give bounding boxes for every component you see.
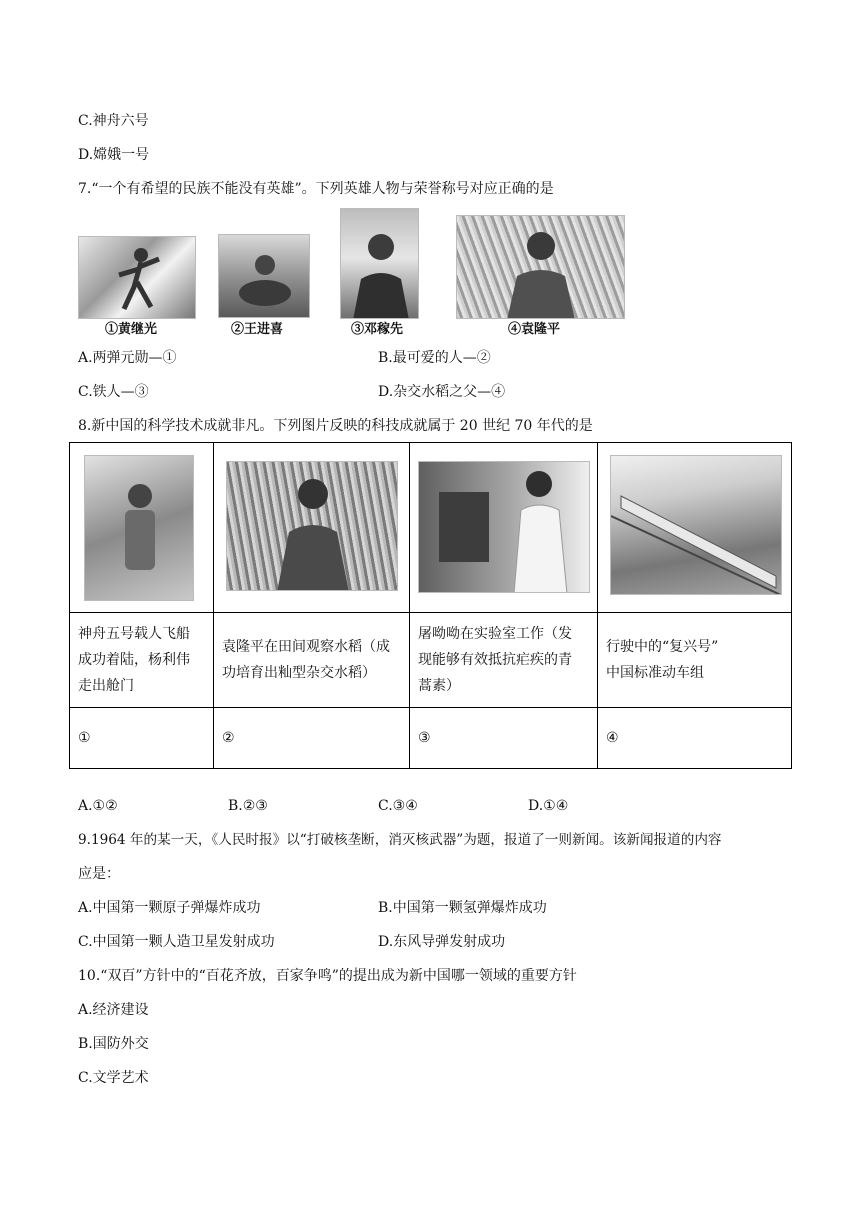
- description-3: 屠呦呦在实验室工作（发 现能够有效抵抗疟疾的青 蒿素）: [410, 613, 598, 708]
- farmer-figure-icon: [227, 462, 398, 591]
- q7-option-b: B.最可爱的人—②: [378, 350, 491, 366]
- q10-option-a: A.经济建设: [78, 1002, 149, 1018]
- q7-option-c: C.铁人—③: [78, 384, 149, 400]
- photo-shenzhou5: [84, 455, 194, 601]
- worker-figure-icon: [219, 235, 310, 318]
- photo-yuan-longping-q7: [456, 215, 625, 319]
- photo-huang-jiguang: [78, 236, 196, 319]
- number-2: ②: [214, 708, 410, 769]
- lab-scientist-icon: [419, 462, 590, 593]
- q6-option-c: C.神舟六号: [78, 113, 149, 129]
- q10-stem: 10.“双百”方针中的“百花齐放，百家争鸣”的提出成为新中国哪一领域的重要方针: [78, 968, 577, 984]
- scientist-figure-icon: [341, 209, 419, 319]
- caption-1: ①黄继光: [105, 322, 158, 337]
- q8-option-c: C.③④: [378, 798, 418, 814]
- description-4: 行驶中的“复兴号” 中国标准动车组: [598, 613, 792, 708]
- photo-fuxing-train: [610, 455, 782, 595]
- caption-3: ③邓稼先: [351, 322, 404, 337]
- number-4: ④: [598, 708, 792, 769]
- q7-option-a: A.两弹元勋—①: [78, 350, 177, 366]
- q8-option-d: D.①④: [528, 798, 569, 814]
- q9-stem-line2: 应是：: [78, 866, 120, 882]
- q8-table: [69, 442, 792, 769]
- q9-option-a: A.中国第一颗原子弹爆炸成功: [78, 900, 261, 916]
- description-1: 神舟五号载人飞船 成功着陆，杨利伟 走出舱门: [70, 613, 214, 708]
- q9-option-b: B.中国第一颗氢弹爆炸成功: [378, 900, 547, 916]
- q8-description-row: [70, 613, 792, 708]
- photo-deng-jiaxian: [340, 208, 419, 319]
- photo-wang-jinxi: [218, 234, 310, 318]
- description-2: 袁隆平在田间观察水稻（成 功培育出籼型杂交水稻）: [214, 613, 410, 708]
- photo-yuan-longping-field: [226, 461, 398, 591]
- caption-2: ②王进喜: [231, 322, 284, 337]
- q9-option-c: C.中国第一颗人造卫星发射成功: [78, 934, 275, 950]
- photo-tu-youyou: [418, 461, 590, 593]
- q7-stem: 7.“一个有希望的民族不能没有英雄”。下列英雄人物与荣誉称号对应正确的是: [78, 181, 554, 197]
- q7-option-d: D.杂交水稻之父—④: [378, 384, 506, 400]
- q6-option-d: D.嫦娥一号: [78, 147, 150, 163]
- hero-figure-icon: [79, 237, 196, 319]
- q8-option-a: A.①②: [78, 798, 118, 814]
- q8-option-b: B.②③: [228, 798, 268, 814]
- number-3: ③: [410, 708, 598, 769]
- q10-option-b: B.国防外交: [78, 1036, 149, 1052]
- q10-option-c: C.文学艺术: [78, 1070, 149, 1086]
- caption-4: ④袁隆平: [508, 322, 561, 337]
- astronaut-icon: [85, 456, 194, 601]
- q9-stem-line1: 9.1964 年的某一天，《人民时报》以“打破核垄断，消灭核武器”为题，报道了一则新闻。该新闻报道的内容: [78, 832, 722, 848]
- farmer-figure-icon: [457, 216, 625, 319]
- q9-option-d: D.东风导弹发射成功: [378, 934, 506, 950]
- number-1: ①: [70, 708, 214, 769]
- q8-image-row: [70, 443, 792, 613]
- train-icon: [611, 456, 782, 595]
- q8-stem: 8.新中国的科学技术成就非凡。下列图片反映的科技成就属于 20 世纪 70 年代的是: [78, 418, 593, 434]
- q8-number-row: [70, 708, 792, 769]
